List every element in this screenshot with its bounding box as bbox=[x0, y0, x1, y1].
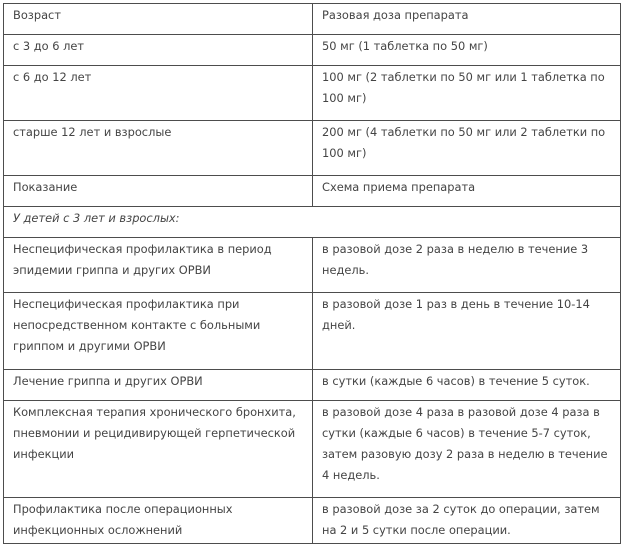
age-cell: старше 12 лет и взрослые bbox=[4, 121, 313, 176]
dose-cell: 200 мг (4 таблетки по 50 мг или 2 таблетки по 100 мг) bbox=[313, 121, 621, 176]
indication-cell: Неспецифическая профилактика в период эпидемии гриппа и других ОРВИ bbox=[4, 238, 313, 293]
indication-cell: Неспецифическая профилактика при непосредственном контакте с больными гриппом и другими ОРВИ bbox=[4, 293, 313, 370]
indication-cell: Лечение гриппа и других ОРВИ bbox=[4, 370, 313, 401]
table-row bbox=[4, 35, 621, 66]
indication-column-header: Показание bbox=[4, 176, 313, 207]
dose-cell: 50 мг (1 таблетка по 50 мг) bbox=[313, 35, 621, 66]
dose-cell: 100 мг (2 таблетки по 50 мг или 1 таблетка по 100 мг) bbox=[313, 66, 621, 121]
table-row bbox=[4, 238, 621, 293]
age-cell: с 6 до 12 лет bbox=[4, 66, 313, 121]
table-row bbox=[4, 293, 621, 370]
scheme-column-header: Схема приема препарата bbox=[313, 176, 621, 207]
age-cell: с 3 до 6 лет bbox=[4, 35, 313, 66]
table-row bbox=[4, 401, 621, 498]
scheme-cell: в разовой дозе 2 раза в неделю в течение 3 недель. bbox=[313, 238, 621, 293]
group-row bbox=[4, 207, 621, 238]
group-label: У детей с 3 лет и взрослых: bbox=[4, 207, 621, 238]
scheme-cell: в разовой дозе 4 раза в разовой дозе 4 раза в сутки (каждые 6 часов) в течение 5-7 суток, затем разовую дозу 2 раза в неделю в течение 4 недель. bbox=[313, 401, 621, 498]
table-header-row bbox=[4, 176, 621, 207]
scheme-cell: в разовой дозе за 2 суток до операции, затем на 2 и 5 сутки после операции. bbox=[313, 498, 621, 544]
table-row bbox=[4, 370, 621, 401]
table-row bbox=[4, 121, 621, 176]
table-row bbox=[4, 66, 621, 121]
age-column-header: Возраст bbox=[4, 4, 313, 35]
table-header-row bbox=[4, 4, 621, 35]
indication-cell: Комплексная терапия хронического бронхита, пневмонии и рецидивирующей герпетической инфекции bbox=[4, 401, 313, 498]
dose-column-header: Разовая доза препарата bbox=[313, 4, 621, 35]
dosage-table bbox=[3, 3, 621, 544]
scheme-cell: в разовой дозе 1 раз в день в течение 10-14 дней. bbox=[313, 293, 621, 370]
indication-cell: Профилактика после операционных инфекционных осложнений bbox=[4, 498, 313, 544]
scheme-cell: в сутки (каждые 6 часов) в течение 5 суток. bbox=[313, 370, 621, 401]
table-row bbox=[4, 498, 621, 544]
